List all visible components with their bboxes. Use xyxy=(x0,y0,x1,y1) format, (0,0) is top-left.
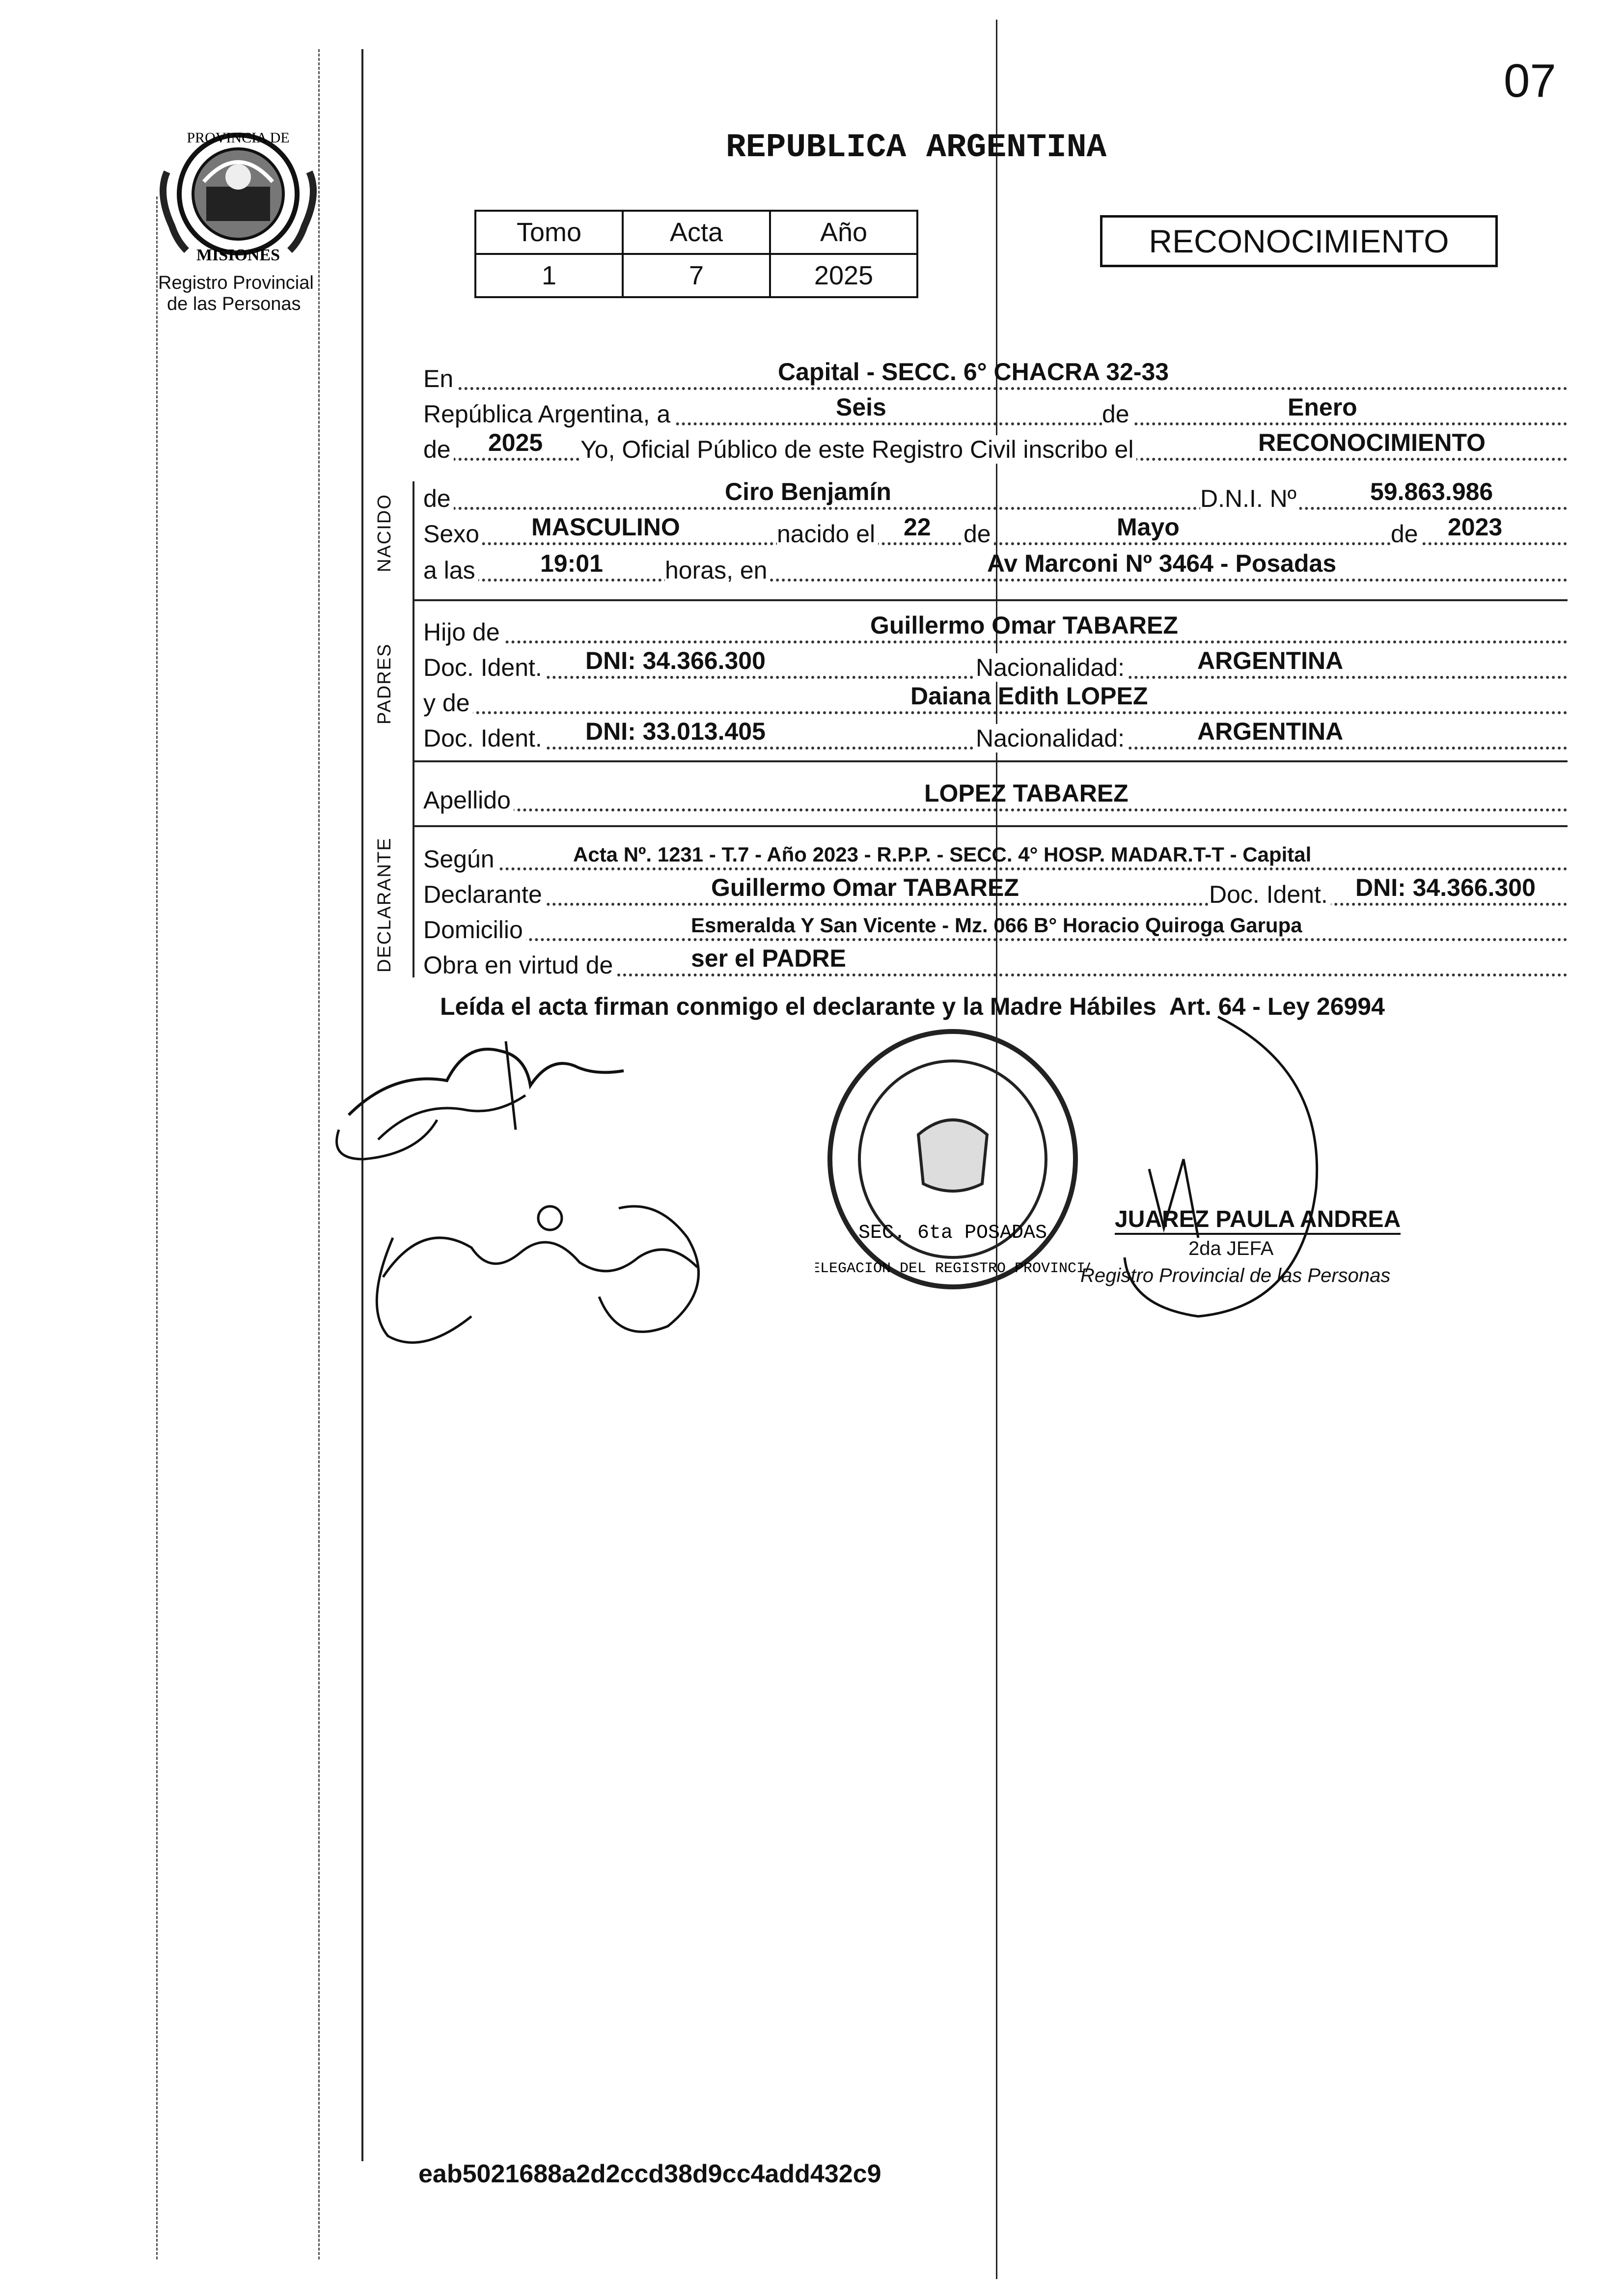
tomo-value: 1 xyxy=(475,254,623,297)
yo-text: Yo, Oficial Público de este Registro Civil inscribo el xyxy=(580,435,1136,464)
apellido-value: LOPEZ TABAREZ xyxy=(924,780,1129,807)
official-name: JUAREZ PAULA ANDREA xyxy=(1115,1206,1401,1235)
acta-header: Acta xyxy=(623,211,770,254)
doc3-label: Doc. Ident. xyxy=(1209,880,1331,909)
doc2-label: Doc. Ident. xyxy=(423,724,545,752)
lugar-value: Av Marconi Nº 3464 - Posadas xyxy=(987,550,1337,577)
row-declarante xyxy=(423,874,1568,911)
anio-value: 2025 xyxy=(770,254,917,297)
section-bracket-line xyxy=(413,481,414,977)
segun-value: Acta Nº. 1231 - T.7 - Año 2023 - R.P.P. - SECC. 4° HOSP. MADAR.T-T - Capital xyxy=(573,843,1312,866)
seal-top-text: PROVINCIA DE xyxy=(187,130,290,146)
official-org: Registro Provincial de las Personas xyxy=(1080,1265,1391,1286)
segun-label: Según xyxy=(423,845,497,873)
stamp-seal-icon xyxy=(815,1012,1090,1316)
page-number: 07 xyxy=(1504,55,1556,107)
padre-nac-value: ARGENTINA xyxy=(1197,647,1344,674)
de-label: de xyxy=(1102,400,1132,428)
province-seal-icon xyxy=(157,113,319,270)
tomo-acta-anio-table xyxy=(474,210,918,298)
obra-value: ser el PADRE xyxy=(691,945,846,972)
acta-value: 7 xyxy=(623,254,770,297)
declarant-signature xyxy=(319,1012,663,1189)
nac-dia-value: 22 xyxy=(904,513,931,541)
act-type-box: RECONOCIMIENTO xyxy=(1100,215,1498,267)
dni-value: 59.863.986 xyxy=(1370,478,1493,505)
row-madre xyxy=(423,682,1568,719)
declarante-value: Guillermo Omar TABAREZ xyxy=(711,874,1019,901)
page-title: REPUBLICA ARGENTINA xyxy=(726,129,1107,167)
declarante-doc-value: DNI: 34.366.300 xyxy=(1355,874,1536,901)
rule-after-apellido xyxy=(413,825,1568,827)
row-apellido xyxy=(423,780,1568,816)
official-title: 2da JEFA xyxy=(1188,1238,1274,1259)
apellido-label: Apellido xyxy=(423,786,514,814)
republica-label: República Argentina, a xyxy=(423,400,673,428)
alas-label: a las xyxy=(423,556,478,585)
side-label-nacido: NACIDO xyxy=(374,494,395,572)
domicilio-value: Esmeralda Y San Vicente - Mz. 066 B° Horacio Quiroga Garupa xyxy=(691,914,1302,937)
left-margin-dashes xyxy=(156,196,158,2259)
nacido-label: nacido el xyxy=(777,520,878,548)
doc-label: Doc. Ident. xyxy=(423,653,545,682)
hora-value: 19:01 xyxy=(540,550,603,577)
row-hora xyxy=(423,550,1568,586)
row-madre-doc xyxy=(423,718,1568,754)
rule-after-nacido xyxy=(413,599,1568,601)
side-label-declarante: DECLARANTE xyxy=(374,837,395,973)
inscribo-value: RECONOCIMIENTO xyxy=(1258,429,1486,456)
madre-doc-value: DNI: 33.013.405 xyxy=(585,718,766,745)
seal-bottom-text: MISIONES xyxy=(196,246,280,264)
official-signature xyxy=(1071,1012,1365,1356)
logo-caption-2: de las Personas xyxy=(167,294,301,314)
row-padre xyxy=(423,612,1568,648)
domicilio-label: Domicilio xyxy=(423,916,526,944)
de4-label: de xyxy=(963,520,994,548)
province-logo xyxy=(157,113,319,270)
dia-value: Seis xyxy=(836,393,886,421)
row-domicilio xyxy=(423,915,1568,946)
obra-label: Obra en virtud de xyxy=(423,951,616,979)
document-hash: eab5021688a2d2ccd38d9cc4add432c9 xyxy=(418,2160,881,2188)
row-fecha xyxy=(423,393,1568,430)
closing-statement: Leída el acta firman conmigo el declarante y la Madre Hábiles Art. 64 - Ley 26994 xyxy=(440,993,1385,1020)
nombre-value: Ciro Benjamín xyxy=(725,478,891,505)
row-nombre xyxy=(423,478,1568,515)
anio-header: Año xyxy=(770,211,917,254)
de2-label: de xyxy=(423,435,454,464)
padre-value: Guillermo Omar TABAREZ xyxy=(870,612,1178,639)
sexo-label: Sexo xyxy=(423,520,482,548)
nac-mes-value: Mayo xyxy=(1117,513,1180,541)
nac-label: Nacionalidad: xyxy=(976,653,1128,682)
anio-value: 2025 xyxy=(488,429,543,456)
rule-after-padres xyxy=(413,760,1568,762)
madre-value: Daiana Edith LOPEZ xyxy=(910,682,1148,710)
mes-value: Enero xyxy=(1288,393,1357,421)
horas-label: horas, en xyxy=(665,556,770,585)
nac-anio-value: 2023 xyxy=(1448,513,1503,541)
row-en xyxy=(423,358,1568,395)
de3-label: de xyxy=(423,484,454,513)
tomo-header: Tomo xyxy=(475,211,623,254)
official-stamp xyxy=(815,1012,1090,1316)
sexo-value: MASCULINO xyxy=(531,513,680,541)
en-label: En xyxy=(423,364,456,393)
row-segun xyxy=(423,844,1568,875)
stamp-ring-text: DELEGACIÓN DEL REGISTRO PROVINCIAL xyxy=(815,1260,1090,1277)
row-sexo xyxy=(423,513,1568,550)
nac2-label: Nacionalidad: xyxy=(976,724,1128,752)
row-padre-doc xyxy=(423,647,1568,684)
logo-caption-1: Registro Provincial xyxy=(158,273,314,293)
en-value: Capital - SECC. 6° CHACRA 32-33 xyxy=(778,358,1169,386)
declarante-label: Declarante xyxy=(423,880,545,909)
padre-doc-value: DNI: 34.366.300 xyxy=(585,647,766,674)
side-label-padres: PADRES xyxy=(374,643,395,724)
hijo-label: Hijo de xyxy=(423,618,503,646)
stamp-inner-text: SEC. 6ta POSADAS xyxy=(858,1222,1047,1244)
dni-label: D.N.I. Nº xyxy=(1200,484,1299,513)
row-obra xyxy=(423,945,1568,981)
yde-label: y de xyxy=(423,689,473,717)
mother-signature xyxy=(344,1179,746,1365)
row-inscribo xyxy=(423,429,1568,466)
de5-label: de xyxy=(1391,520,1421,548)
madre-nac-value: ARGENTINA xyxy=(1197,718,1344,745)
